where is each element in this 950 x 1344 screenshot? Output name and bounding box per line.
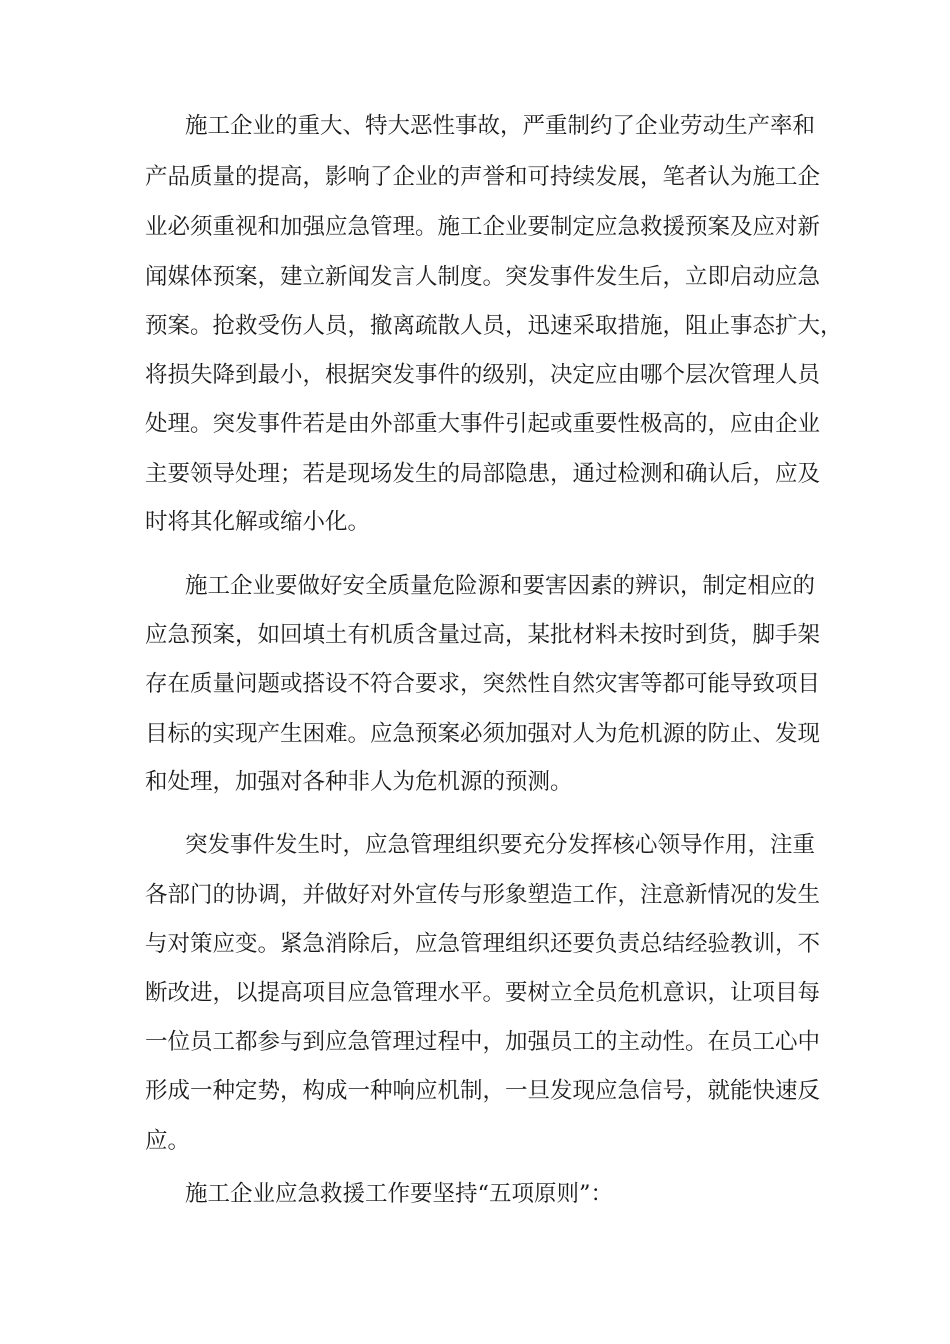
text-line: 施工企业的重大、特大恶性事故，严重制约了企业劳动生产率和 <box>185 113 816 139</box>
text-line: 应急预案，如回填土有机质含量过高，某批材料未按时到货，脚手架 <box>145 622 821 648</box>
text-line: 主要领导处理；若是现场发生的局部隐患，通过检测和确认后，应及 <box>145 461 821 487</box>
text-line: 预案。抢救受伤人员，撤离疏散人员，迅速采取措施，阻止事态扩大， <box>145 313 843 339</box>
text-line: 将损失降到最小，根据突发事件的级别，决定应由哪个层次管理人员 <box>145 362 821 388</box>
text-line: 施工企业应急救援工作要坚持“五项原则”： <box>185 1181 614 1207</box>
text-line: 一位员工都参与到应急管理过程中，加强员工的主动性。在员工心中 <box>145 1029 821 1055</box>
text-line: 目标的实现产生困难。应急预案必须加强对人为危机源的防止、发现 <box>145 721 821 747</box>
text-line: 业必须重视和加强应急管理。施工企业要制定应急救援预案及应对新 <box>145 214 821 240</box>
text-line: 各部门的协调，并做好对外宣传与形象塑造工作，注意新情况的发生 <box>145 882 821 908</box>
text-line: 应。 <box>145 1128 191 1154</box>
text-line: 产品质量的提高，影响了企业的声誉和可持续发展，笔者认为施工企 <box>145 164 821 190</box>
text-line: 断改进，以提高项目应急管理水平。要树立全员危机意识，让项目每 <box>145 980 821 1006</box>
text-line: 存在质量问题或搭设不符合要求，突然性自然灾害等都可能导致项目 <box>145 671 821 697</box>
text-line: 处理。突发事件若是由外部重大事件引起或重要性极高的，应由企业 <box>145 411 821 437</box>
text-line: 形成一种定势，构成一种响应机制，一旦发现应急信号，就能快速反 <box>145 1078 821 1104</box>
text-line: 与对策应变。紧急消除后，应急管理组织还要负责总结经验教训，不 <box>145 931 821 957</box>
text-line: 施工企业要做好安全质量危险源和要害因素的辨识，制定相应的 <box>185 573 816 599</box>
text-line: 时将其化解或缩小化。 <box>145 509 371 535</box>
text-line: 闻媒体预案，建立新闻发言人制度。突发事件发生后，立即启动应急 <box>145 264 821 290</box>
text-line: 和处理，加强对各种非人为危机源的预测。 <box>145 769 573 795</box>
text-line: 突发事件发生时，应急管理组织要充分发挥核心领导作用，注重 <box>185 832 816 858</box>
